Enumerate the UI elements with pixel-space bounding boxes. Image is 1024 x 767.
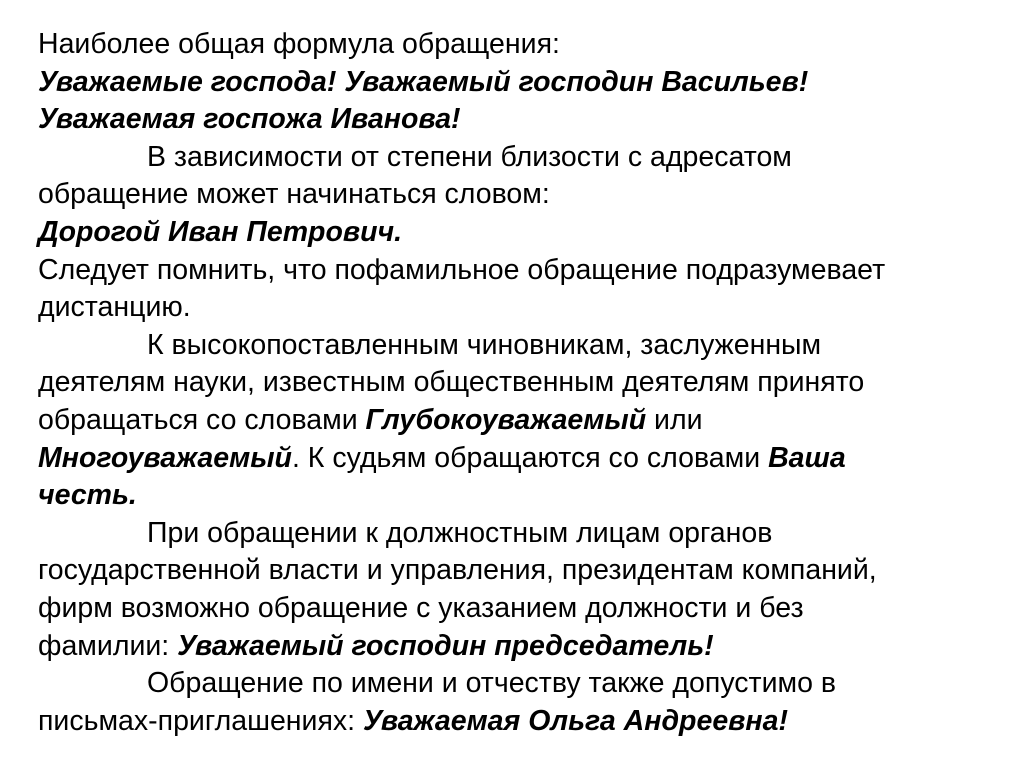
intro-line: Наиболее общая формула обращения: [38, 28, 560, 60]
example-greeting-line: Уважаемая госпожа Иванова! [38, 103, 461, 136]
paragraph-line [38, 703, 998, 741]
emphasis-term: честь. [38, 479, 137, 512]
paragraph-line [38, 628, 998, 666]
paragraph-line: дистанцию. [38, 291, 191, 324]
text-run: письмах-приглашениях: [38, 704, 363, 737]
text-run: . К судьям обращаются со словами [291, 441, 769, 474]
paragraph-line: В зависимости от степени близости с адресатом [147, 140, 792, 173]
paragraph-line: При обращении к должностным лицам органов [147, 516, 773, 549]
paragraph-line: фирм возможно обращение с указанием должности и без [38, 591, 804, 624]
text-run: или [646, 403, 703, 436]
paragraph-line: деятелям науки, известным общественным деятелям принято [38, 366, 865, 399]
example-greeting: Уважаемая Ольга Андреевна! [362, 704, 788, 737]
slide-text [38, 26, 998, 740]
paragraph-line: государственной власти и управления, президентам компаний, [38, 554, 877, 587]
example-greeting-line: Уважаемые господа! Уважаемый господин Васильев! [38, 65, 809, 98]
paragraph-line: Обращение по имени и отчеству также допустимо в [147, 667, 836, 700]
text-run: фамилии: [38, 629, 178, 662]
paragraph-line: Следует помнить, что пофамильное обращение подразумевает [38, 253, 886, 286]
example-greeting: Уважаемый господин председатель! [177, 629, 714, 662]
example-greeting-line: Дорогой Иван Петрович. [38, 215, 403, 248]
emphasis-term: Глубокоуважаемый [365, 403, 647, 436]
paragraph-line [38, 402, 998, 440]
paragraph-line [38, 440, 998, 478]
paragraph-line: К высокопоставленным чиновникам, заслуженным [147, 328, 822, 361]
emphasis-term: Многоуважаемый [38, 441, 292, 474]
emphasis-term: Ваша [768, 441, 846, 474]
text-run: обращаться со словами [38, 403, 366, 436]
paragraph-line: обращение может начинаться словом: [38, 178, 550, 211]
